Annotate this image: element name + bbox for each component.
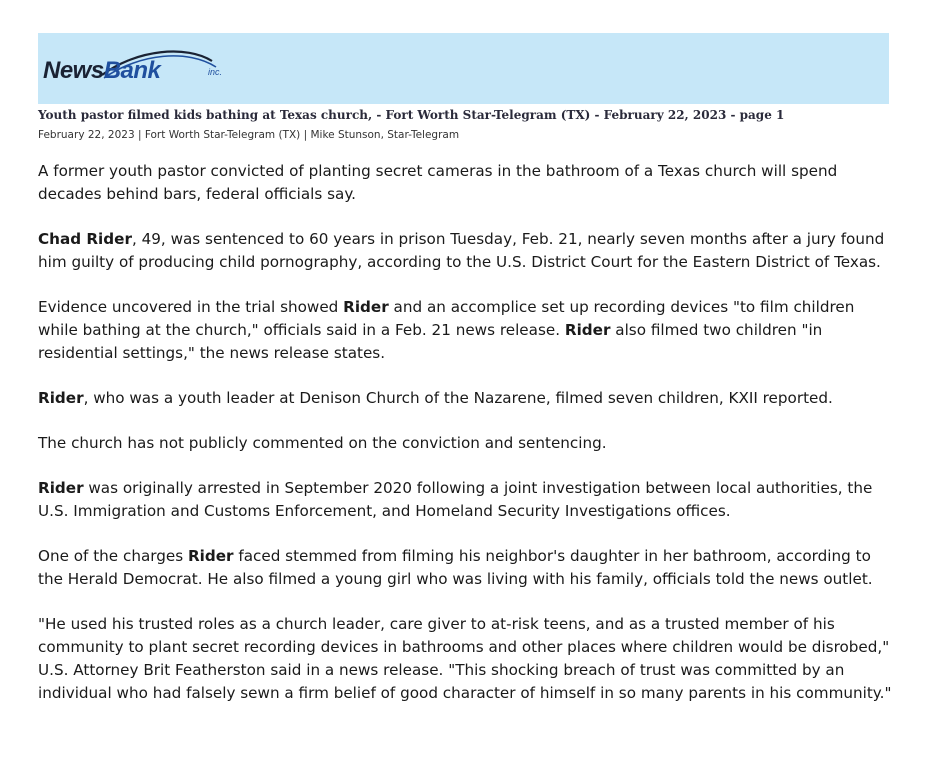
article-headline: Youth pastor filmed kids bathing at Texas church, - Fort Worth Star-Telegram (TX) - February 22, 2023 - page 1 bbox=[38, 108, 785, 122]
logo-bank-text: Bank bbox=[103, 57, 161, 84]
paragraph-text: faced stemmed from filming his neighbor's daughter in her bathroom, according to the Herald Democrat. He also filmed a young girl who was living with his family, officials told the news outlet. bbox=[38, 547, 873, 588]
logo-news-text: News bbox=[43, 57, 104, 84]
article-body bbox=[38, 160, 894, 727]
bold-name: Rider bbox=[38, 389, 84, 407]
paragraph-text: A former youth pastor convicted of planting secret cameras in the bathroom of a Texas church will spend decades behind bars, federal officials say. bbox=[38, 162, 838, 203]
bold-name: Rider bbox=[564, 321, 611, 339]
bold-name: Chad Rider bbox=[38, 230, 132, 248]
logo-wordmark bbox=[43, 57, 160, 85]
paragraph-text: "He used his trusted roles as a church leader, care giver to at-risk teens, and as a trusted member of his community to plant secret recording devices in bathrooms and other places where children would be disrobed," U.S. Attorney Brit Featherston said in a news release. "This shocking breach of trust was committed by an individual who had falsely sewn a firm belief of good character of himself in so many parents in his community." bbox=[38, 615, 892, 702]
article-paragraph bbox=[38, 160, 894, 206]
paragraph-text: and an accomplice set up recording devices "to film children while bathing at the church," officials said in a Feb. 21 news release. bbox=[38, 298, 855, 339]
paragraph-text: , 49, was sentenced to 60 years in prison Tuesday, Feb. 21, nearly seven months after a jury found him guilty of producing child pornography, according to the U.S. District Court for the Eastern District of Texas. bbox=[38, 230, 885, 271]
article-paragraph bbox=[38, 228, 894, 274]
article-paragraph bbox=[38, 545, 894, 591]
article-paragraph bbox=[38, 296, 894, 365]
paragraph-text: , who was a youth leader at Denison Church of the Nazarene, filmed seven children, KXII reported. bbox=[83, 389, 833, 407]
bold-name: Rider bbox=[38, 479, 84, 497]
paragraph-text: The church has not publicly commented on the conviction and sentencing. bbox=[38, 434, 607, 452]
bold-name: Rider bbox=[343, 298, 389, 316]
paragraph-text: One of the charges bbox=[38, 547, 188, 565]
article-paragraph bbox=[38, 477, 894, 523]
logo-inc-text: inc. bbox=[208, 67, 223, 77]
paragraph-text: Evidence uncovered in the trial showed bbox=[38, 298, 344, 316]
article-paragraph bbox=[38, 613, 894, 705]
newsbank-logo[interactable] bbox=[42, 43, 272, 93]
paragraph-text: was originally arrested in September 2020 following a joint investigation between local authorities, the U.S. Immigration and Customs Enforcement, and Homeland Security Investigations offices. bbox=[38, 479, 873, 520]
bold-name: Rider bbox=[187, 547, 234, 565]
article-paragraph bbox=[38, 432, 894, 455]
article-meta: February 22, 2023 | Fort Worth Star-Telegram (TX) | Mike Stunson, Star-Telegram bbox=[38, 129, 460, 141]
paragraph-text: also filmed two children "in residential settings," the news release states. bbox=[38, 321, 823, 362]
newsbank-header-banner bbox=[38, 33, 889, 104]
article-paragraph bbox=[38, 387, 894, 410]
